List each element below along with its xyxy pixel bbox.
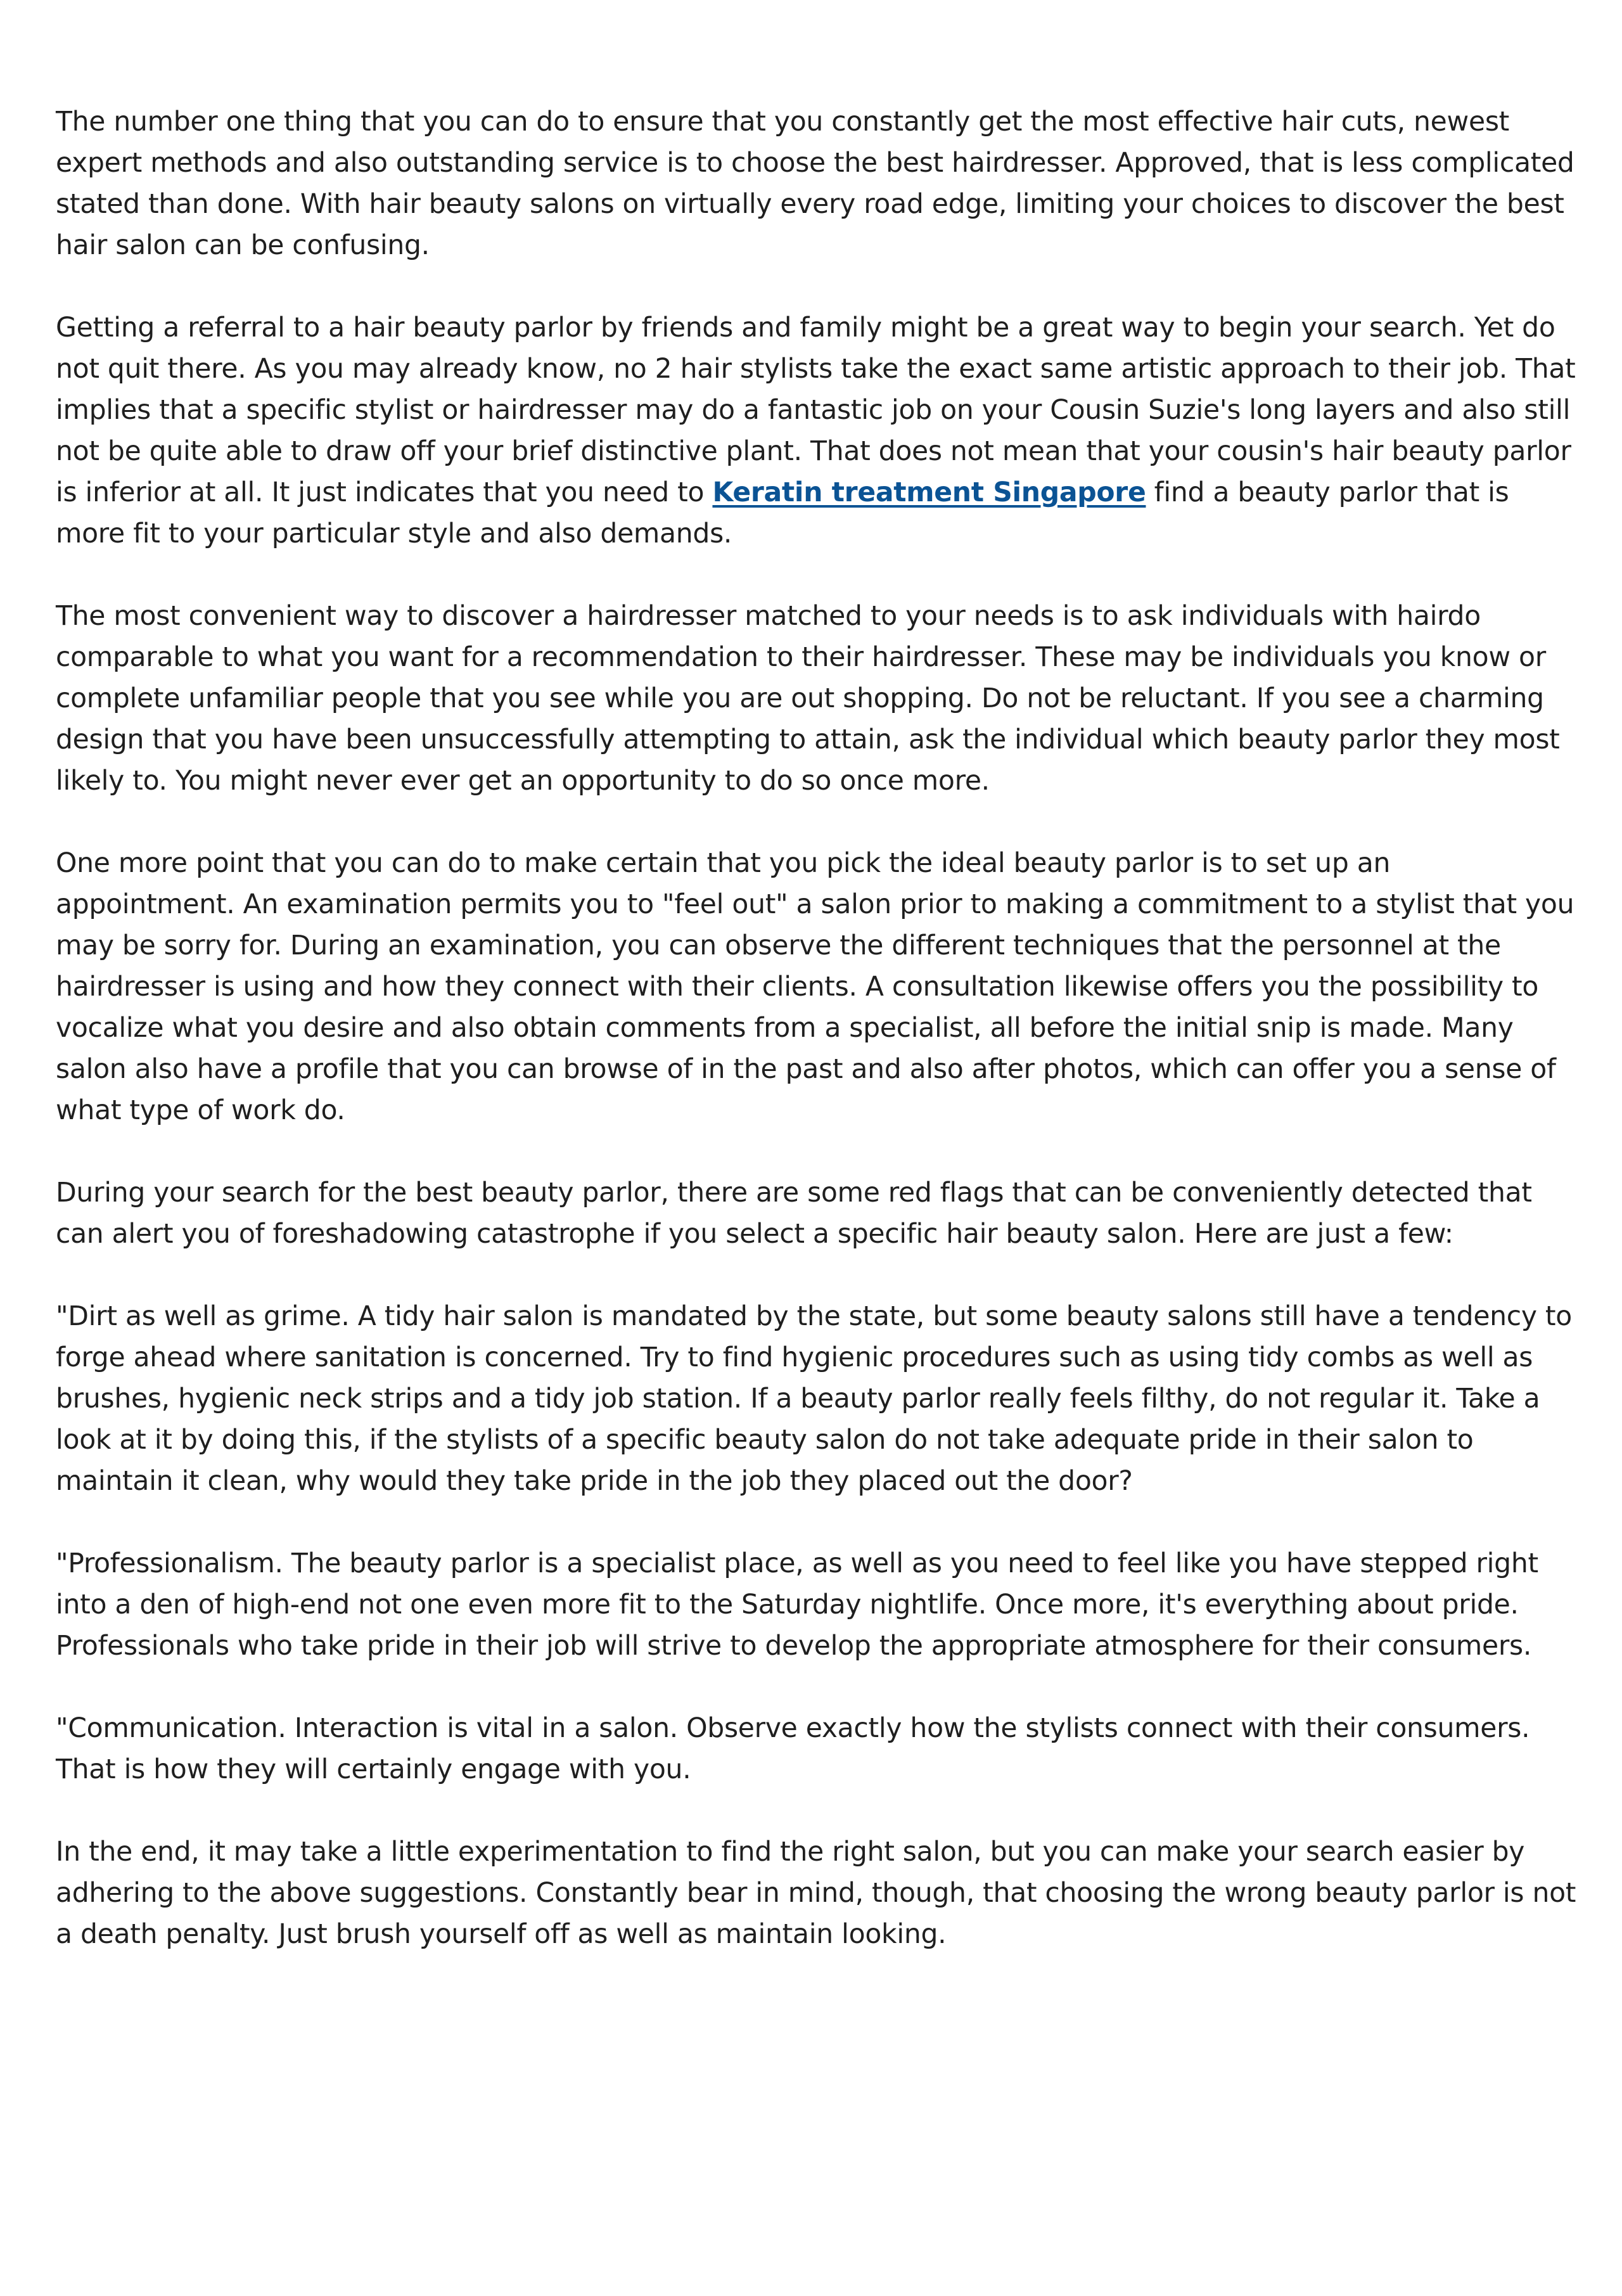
paragraph-conclusion: In the end, it may take a little experimentation to find the right salon, but you can make your search easier by adhering to the above suggestions. Constantly bear in mind, though, that choosing the wrong beauty parlor is not a death penalty. Just brush yourself off as well as maintain looking.: [56, 1837, 1576, 1950]
article-body: [56, 101, 1576, 1996]
paragraph-referral: [56, 307, 1576, 555]
paragraph-professionalism: "Professionalism. The beauty parlor is a specialist place, as well as you need to feel like you have stepped right into a den of high-end not one even more fit to the Saturday nightlife. Once more, it's everything about pride. Professionals who take pride in their job will strive to develop the appropriate atmosphere for their consumers.: [56, 1548, 1538, 1662]
paragraph-red-flags: During your search for the best beauty parlor, there are some red flags that can be conveniently detected that can alert you of foreshadowing catastrophe if you select a specific hair beauty salon. Here are just a few:: [56, 1177, 1532, 1250]
paragraph-referral-text-after: find a beauty parlor that is more fit to your particular style and also demands.: [56, 477, 1509, 549]
paragraph-referral-text-before: Getting a referral to a hair beauty parlor by friends and family might be a great way to begin your search. Yet do not quit there. As you may already know, no 2 hair stylists take the exact same artistic approach to their job. That implies that a specific stylist or hairdresser may do a fantastic job on your Cousin Suzie's long layers and also still not be quite able to draw off your brief distinctive plant. That does not mean that your cousin's hair beauty parlor is inferior at all. It just indicates that you need to: [56, 312, 1576, 508]
paragraph-dirt: "Dirt as well as grime. A tidy hair salon is mandated by the state, but some beauty salons still have a tendency to forge ahead where sanitation is concerned. Try to find hygienic procedures such as using tidy combs as well as brushes, hygienic neck strips and a tidy job station. If a beauty parlor really feels filthy, do not regular it. Take a look at it by doing this, if the stylists of a specific beauty salon do not take adequate pride in their salon to maintain it clean, why would they take pride in the job they placed out the door?: [56, 1301, 1573, 1497]
paragraph-ask-individuals: The most convenient way to discover a hairdresser matched to your needs is to ask individuals with hairdo comparable to what you want for a recommendation to their hairdresser. These may be individuals you know or complete unfamiliar people that you see while you are out shopping. Do not be reluctant. If you see a charming design that you have been unsuccessfully attempting to attain, ask the individual which beauty parlor they most likely to. You might never ever get an opportunity to do so once more.: [56, 601, 1560, 797]
keratin-treatment-link[interactable]: Keratin treatment Singapore: [712, 477, 1146, 508]
paragraph-appointment: One more point that you can do to make certain that you pick the ideal beauty parlor is to set up an appointment. An examination permits you to "feel out" a salon prior to making a commitment to a stylist that you may be sorry for. During an examination, you can observe the different techniques that the personnel at the hairdresser is using and how they connect with their clients. A consultation likewise offers you the possibility to vocalize what you desire and also obtain comments from a specialist, all before the initial snip is made. Many salon also have a profile that you can browse of in the past and also after photos, which can offer you a sense of what type of work do.: [56, 848, 1574, 1126]
paragraph-intro: The number one thing that you can do to ensure that you constantly get the most effective hair cuts, newest expert methods and also outstanding service is to choose the best hairdresser. Approved, that is less complicated stated than done. With hair beauty salons on virtually every road edge, limiting your choices to discover the best hair salon can be confusing.: [56, 106, 1574, 261]
paragraph-communication: "Communication. Interaction is vital in a salon. Observe exactly how the stylists connect with their consumers. That is how they will certainly engage with you.: [56, 1713, 1530, 1785]
